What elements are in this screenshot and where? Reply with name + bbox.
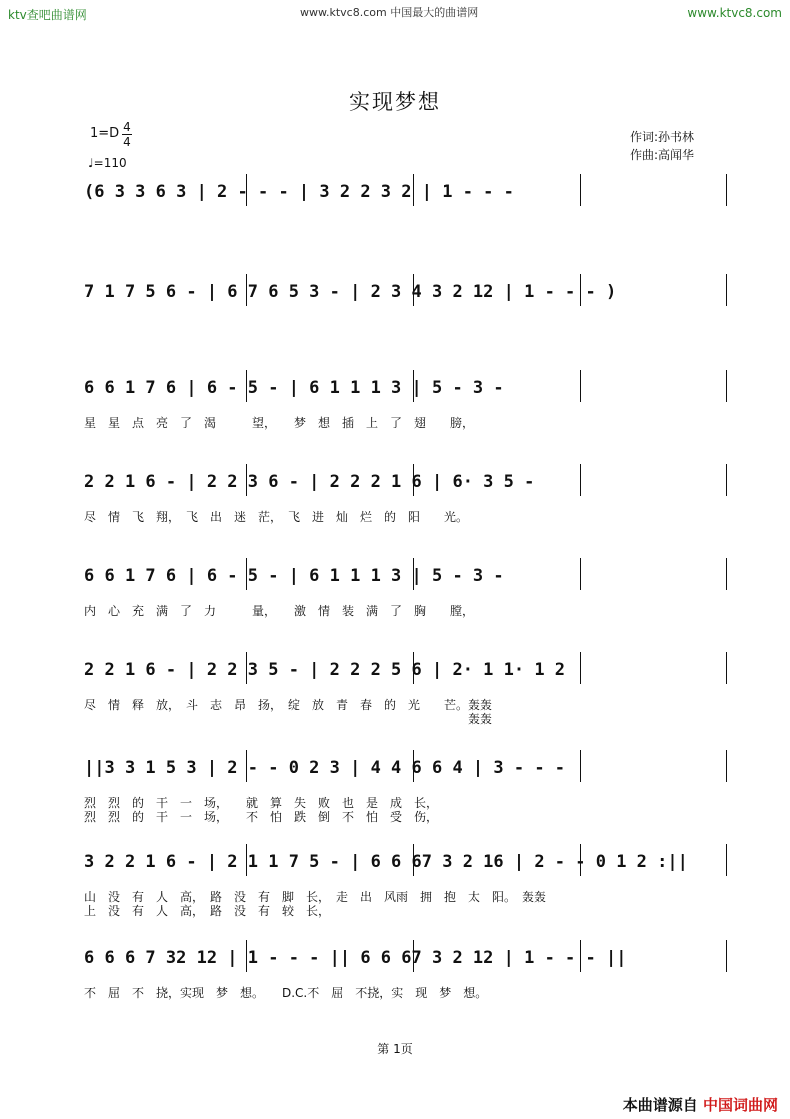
notation-line: 2 2 1 6 - | 2 2 3 5 - | 2 2 2 5 6 | 2· 1 1· 1 2 [84, 660, 566, 680]
brand-prefix: 本曲谱源自 [622, 1096, 698, 1114]
lyric-line: 不 屈 不 挠，实现 梦 想。 D.C.不 屈 不挠，实 现 梦 想。 [84, 986, 488, 1000]
score-system [78, 462, 728, 532]
lyric-line: 山 没 有 人 高， 路 没 有 脚 长， 走 出 风雨 拥 抱 太 阳。 轰轰 [84, 890, 547, 904]
notation-line: 3 2 2 1 6 - | 2 1 1 7 5 - | 6 6 67 3 2 16 | 2 - - 0 1 2 :|| [84, 852, 688, 872]
brand-name: 中国词曲网 [702, 1096, 778, 1114]
notation-line: 6 6 6 7 32 12 | 1 - - - || 6 6 67 3 2 12 | 1 - - - || [84, 948, 627, 968]
score-system [78, 842, 728, 918]
note-icon: ♩ [88, 156, 94, 170]
key-signature: 1=D [90, 126, 120, 141]
composer-credit: 作曲:高闻华 [630, 148, 695, 162]
score-system [78, 938, 728, 1008]
score-system [78, 368, 728, 438]
score-system [78, 556, 728, 626]
score-system [78, 748, 728, 824]
notation-line: 6 6 1 7 6 | 6 - 5 - | 6 1 1 1 3 | 5 - 3 - [84, 378, 504, 398]
site-url-right: www.ktvc8.com [687, 6, 782, 20]
notation-line: (6 3 3 6 3 | 2 - - - | 3 2 2 3 2 | 1 - - - [84, 182, 514, 202]
notation-line: 2 2 1 6 - | 2 2 3 6 - | 2 2 2 1 6 | 6· 3 5 - [84, 472, 535, 492]
lyric-line: 内 心 充 满 了 力 量， 激 情 装 满 了 胸 膛， [84, 604, 475, 618]
lyric-line: 烈 烈 的 干 一 场， 不 怕 跌 倒 不 怕 受 伤， [84, 810, 439, 824]
lyric-line: 轰轰 [84, 712, 493, 726]
score-system [78, 650, 728, 726]
lyric-line: 尽 情 释 放， 斗 志 昂 扬， 绽 放 青 春 的 光 芒。轰轰 [84, 698, 493, 712]
meter-bottom: 4 [123, 135, 131, 149]
source-brand [623, 1094, 778, 1115]
lyric-line: 上 没 有 人 高， 路 没 有 较 长， [84, 904, 331, 918]
song-title: 实现梦想 [349, 90, 441, 114]
lyricist-credit: 作词:孙书林 [630, 130, 695, 144]
notation-line: 7 1 7 5 6 - | 6 7 6 5 3 - | 2 3 4 3 2 12 | 1 - - - ) [84, 282, 617, 302]
lyric-line: 尽 情 飞 翔， 飞 出 迷 茫， 飞 进 灿 烂 的 阳 光。 [84, 510, 469, 524]
time-signature [122, 120, 132, 149]
site-url-center: www.ktvc8.com 中国最大的曲谱网 [300, 6, 479, 19]
lyric-line: 星 星 点 亮 了 渴 望， 梦 想 插 上 了 翅 膀， [84, 416, 475, 430]
site-name-left: ktv查吧曲谱网 [8, 8, 87, 22]
tempo-marking [88, 156, 127, 170]
page-number: 第 1页 [377, 1042, 413, 1056]
notation-line: 6 6 1 7 6 | 6 - 5 - | 6 1 1 1 3 | 5 - 3 - [84, 566, 504, 586]
lyric-line: 烈 烈 的 干 一 场， 就 算 失 败 也 是 成 长， [84, 796, 439, 810]
notation-line: ||3 3 1 5 3 | 2 - - 0 2 3 | 4 4 6 6 4 | 3 - - - [84, 758, 566, 778]
score-system [78, 172, 728, 242]
meter-top: 4 [123, 120, 131, 134]
score-system [78, 272, 728, 342]
tempo-value: =110 [93, 156, 127, 170]
